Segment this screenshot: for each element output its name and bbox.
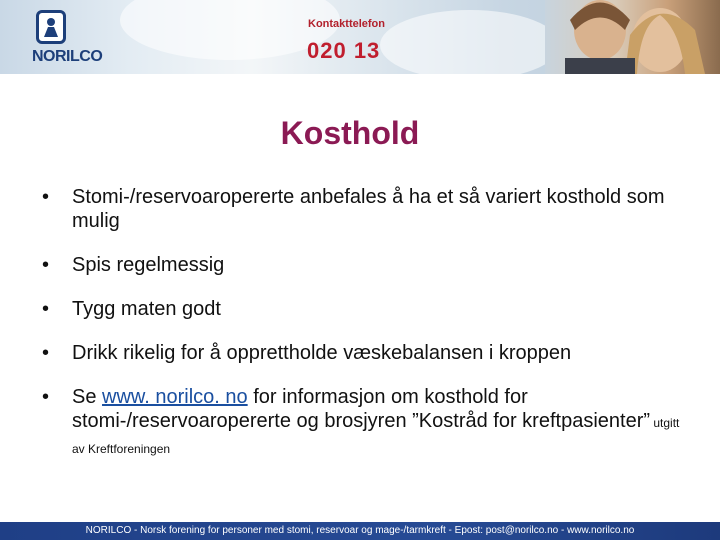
phone-label: Kontakttelefon <box>308 18 385 30</box>
header-photo <box>545 0 720 74</box>
norilco-logo[interactable] <box>30 10 110 68</box>
list-item <box>40 253 690 277</box>
bullet-icon: • <box>42 298 50 320</box>
logo-mark-icon <box>36 10 66 44</box>
bullet-icon: • <box>42 186 50 208</box>
bullet-text: Tygg maten godt <box>72 298 221 320</box>
sky-cloud <box>380 10 560 74</box>
list-item <box>40 297 690 321</box>
bullet-text: for informasjon om kosthold for stomi-/reservoaropererte og brosjyren ”Kostråd for kreftpasienter” <box>72 386 651 432</box>
list-item <box>40 341 690 365</box>
logo-text: NORILCO <box>32 48 103 65</box>
norilco-link[interactable]: www. norilco. no <box>102 386 248 408</box>
bullet-text: Spis regelmessig <box>72 254 225 276</box>
footer-bar: NORILCO - Norsk forening for personer med stomi, reservoar og mage-/tarmkreft - Epost: post@norilco.no - www.norilco.no <box>0 522 720 540</box>
bullet-list <box>40 185 690 481</box>
bullet-icon: • <box>42 342 50 364</box>
bullet-prefix: Se <box>72 386 103 408</box>
page-title: Kosthold <box>280 115 420 151</box>
bullet-icon: • <box>42 254 50 276</box>
header-banner <box>0 0 720 74</box>
phone-number: 020 13 <box>307 38 381 63</box>
list-item <box>40 185 690 233</box>
list-item <box>40 385 690 461</box>
bullet-text: Drikk rikelig for å opprettholde væskebalansen i kroppen <box>72 342 572 364</box>
bullet-note: utgitt av Kreftforeningen <box>72 416 680 456</box>
bullet-text: Stomi-/reservoaropererte anbefales å ha et så variert kosthold som mulig <box>72 186 665 232</box>
bullet-icon: • <box>42 386 50 408</box>
